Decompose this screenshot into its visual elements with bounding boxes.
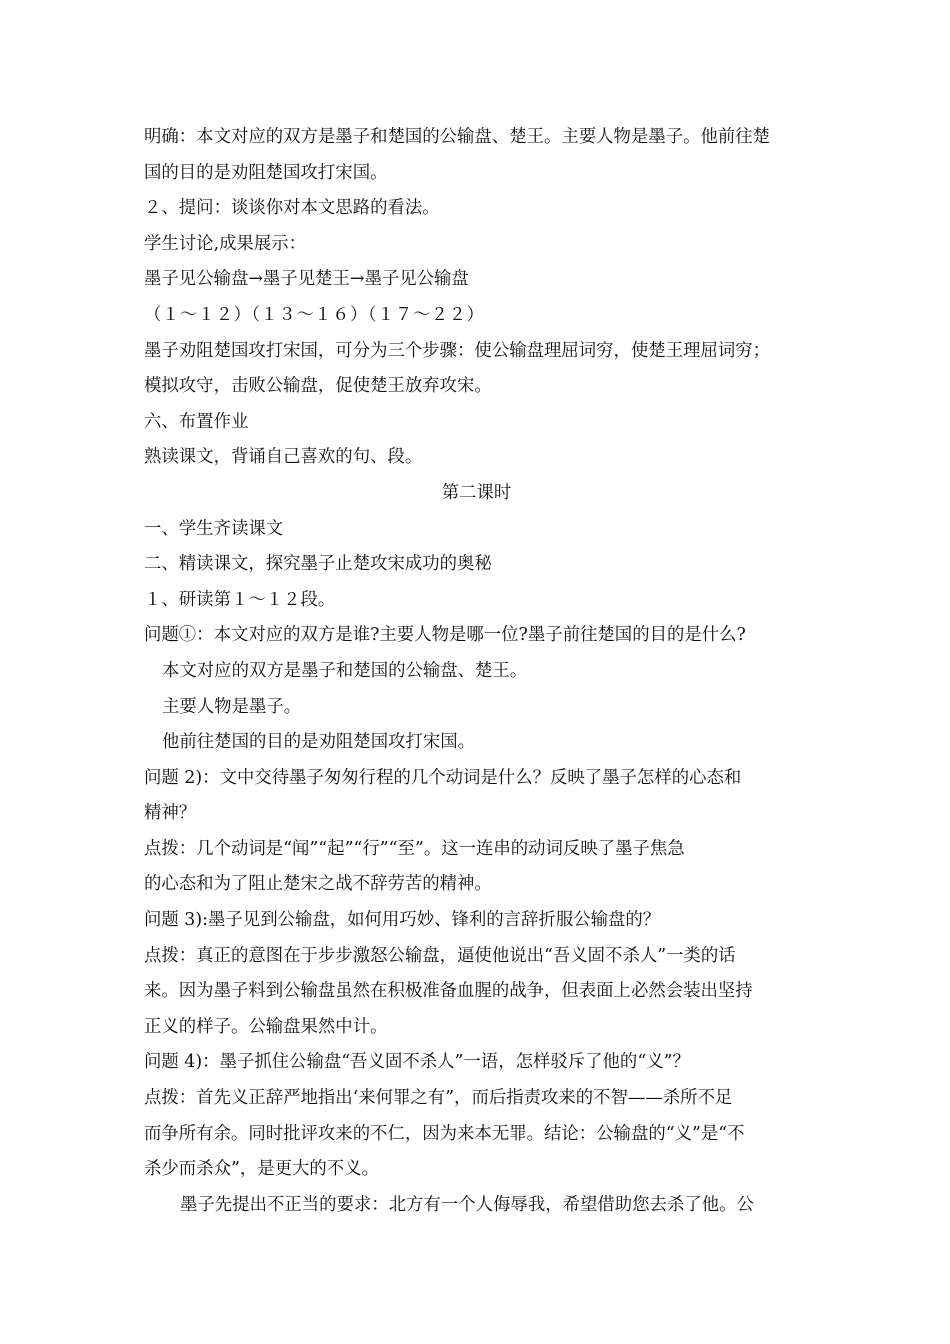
answer-line: 本文对应的双方是墨子和楚国的公输盘、楚王。 [162,660,528,681]
document-body [144,120,809,1223]
section-heading: 二、精读课文，探究墨子止楚攻宋成功的奥秘 [144,554,492,575]
text-line: 熟读课文，背诵自己喜欢的句、段。 [144,447,423,468]
text-line: 明确：本文对应的双方是墨子和楚国的公输盘、楚王。主要人物是墨子。他前往楚 [144,127,771,147]
answer-line: 他前往楚国的目的是劝阻楚国攻打宋国。 [162,732,476,753]
text-line: 杀少而杀众”，是更大的不义。 [144,1159,379,1180]
text-line: 来。因为墨子料到公输盘虽然在积极准备血腥的战争，但表面上必然会装出坚持 [144,981,753,1002]
question-line: 问题 3):墨子见到公输盘，如何用巧妙、锋利的言辞折服公输盘的？ [144,910,661,931]
text-line: 正义的样子。公输盘果然中计。 [144,1016,388,1037]
section-heading: 一、学生齐读课文 [144,518,284,539]
hint-line: 点拨：真正的意图在于步步激怒公输盘，逼使他说出“吾义固不杀人”一类的话 [144,945,736,966]
paragraph-line: 墨子先提出不正当的要求：北方有一个人侮辱我，希望借助您去杀了他。公 [180,1194,754,1215]
text-line: 墨子劝阻楚国攻打宋国，可分为三个步骤：使公输盘理屈词穷，使楚王理屈词穷； [144,340,771,361]
answer-line: 主要人物是墨子。 [162,696,302,717]
question-line: 问题①：本文对应的双方是谁?主要人物是哪一位?墨子前往楚国的目的是什么? [144,625,746,646]
hint-line: 点拨：几个动词是“闻”“起”“行”“至”。这一连串的动词反映了墨子焦急 [144,838,685,859]
text-line: ２、提问：谈谈你对本文思路的看法。 [144,198,440,219]
section-heading: 六、布置作业 [144,411,249,432]
hint-line: 点拨：首先义正辞严地指出‘来何罪之有”，而后指责攻来的不智——杀所不足 [144,1088,733,1109]
text-line: １、研读第１～１２段。 [144,589,336,610]
text-line: 模拟攻守，击败公输盘，促使楚王放弃攻宋。 [144,376,492,397]
question-line: 问题 2)：文中交待墨子匆匆行程的几个动词是什么？反映了墨子怎样的心态和 [144,767,742,788]
lesson-title: 第二课时 [441,482,512,503]
text-line: 墨子见公输盘→墨子见楚王→墨子见公输盘 [144,269,469,290]
text-line: 的心态和为了阻止楚宋之战不辞劳苦的精神。 [144,874,492,895]
text-line: 而争所有余。同时批评攻来的不仁，因为来本无罪。结论：公输盘的“义”是“不 [144,1123,745,1144]
text-line: 学生讨论,成果展示： [144,233,307,254]
text-line: 国的目的是劝阻楚国攻打宋国。 [144,162,388,183]
text-line: （１～１２）（１３～１６）（１７～２２） [144,304,485,325]
text-line: 精神？ [144,803,197,824]
question-line: 问题 4)：墨子抓住公输盘“吾义固不杀人”一语，怎样驳斥了他的“义”？ [144,1052,690,1073]
